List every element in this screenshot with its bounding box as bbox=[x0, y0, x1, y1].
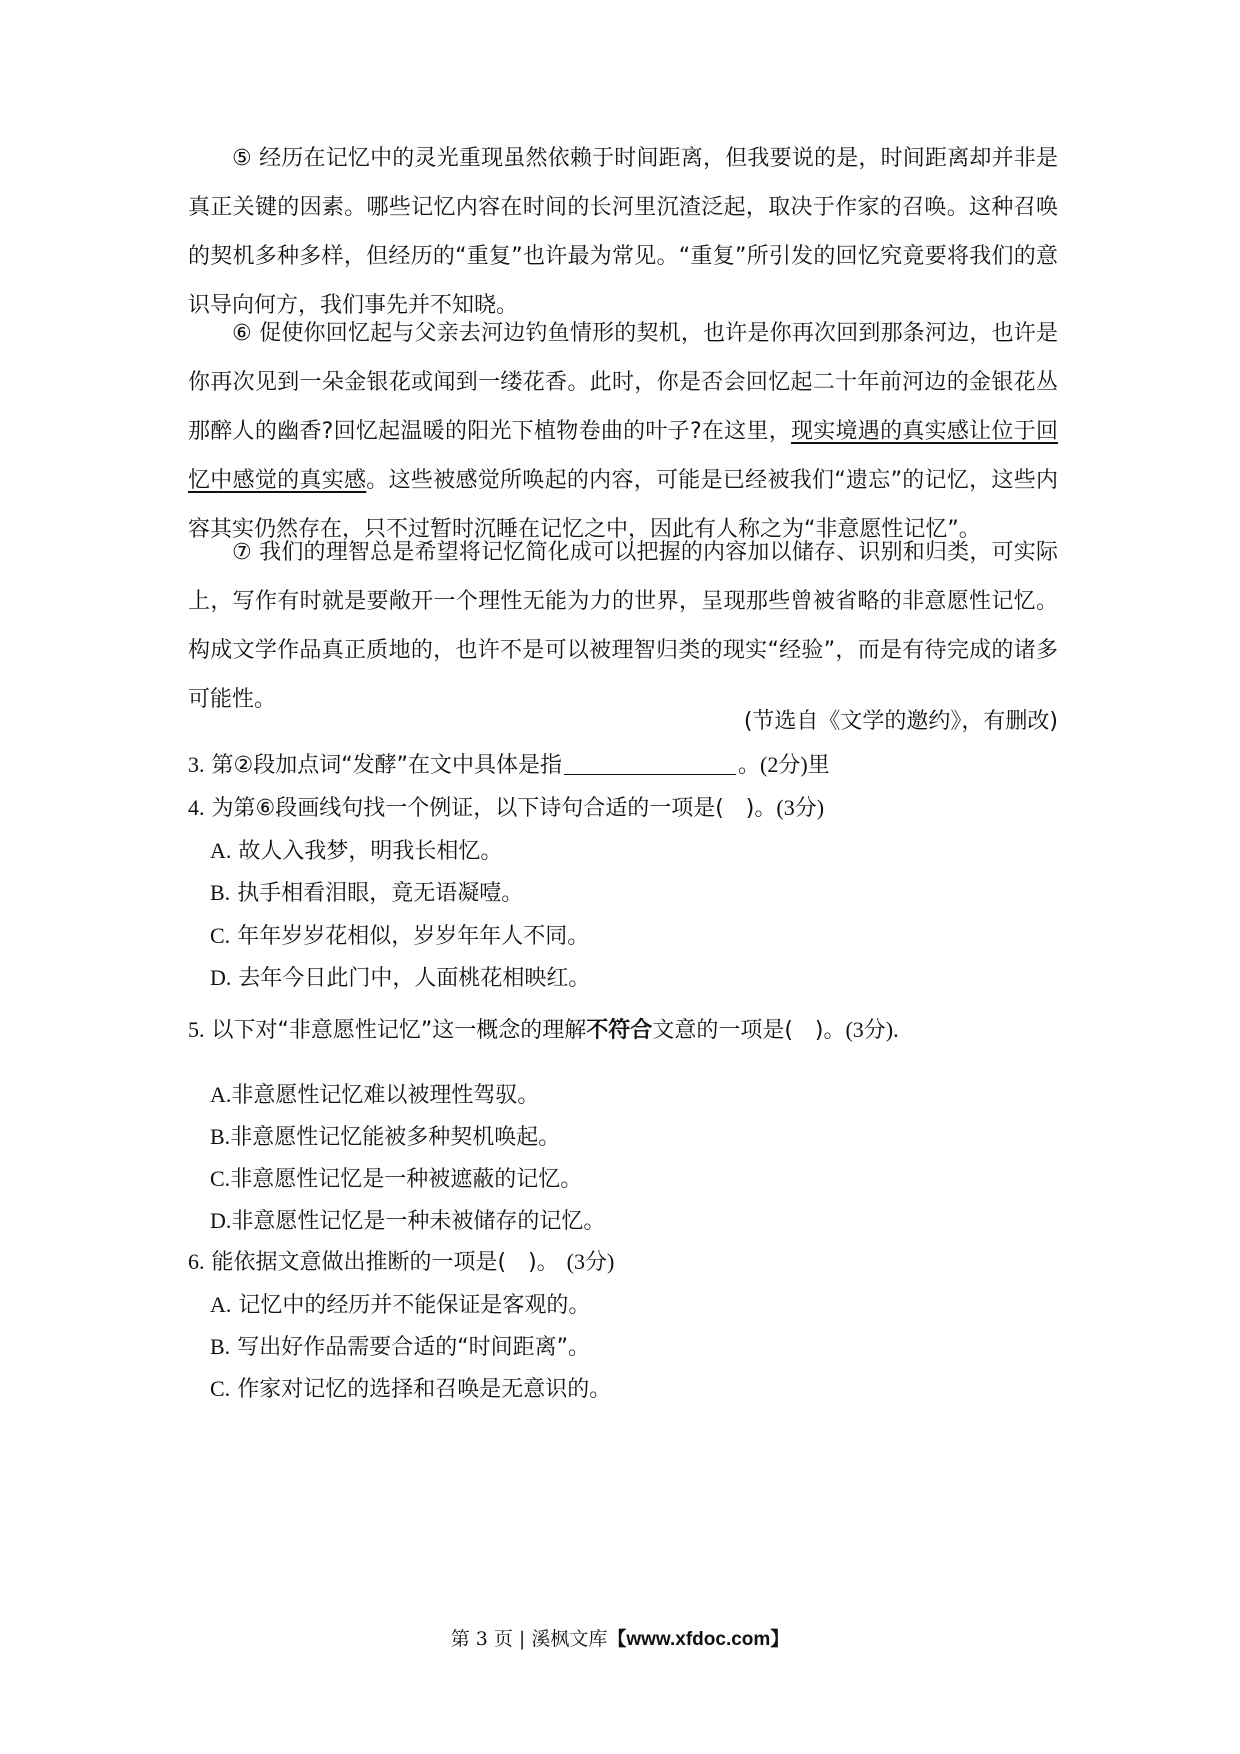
question-number: 4. bbox=[188, 795, 205, 820]
option-4a[interactable] bbox=[210, 831, 502, 872]
option-label: C. bbox=[210, 1376, 231, 1401]
paragraph-5 bbox=[188, 134, 1058, 330]
question-5 bbox=[188, 1010, 899, 1051]
option-6a[interactable] bbox=[210, 1285, 590, 1326]
option-5d[interactable] bbox=[210, 1201, 605, 1242]
paragraph-text: 我们的理智总是希望将记忆简化成可以把握的内容加以储存、识别和归类，可实际上，写作有时就是要敞开一个理性无能为力的世界，呈现那些曾被省略的非意愿性记忆。构成文学作品真正质地的，也许不是可以被理智归类的现实“经验”，而是有待完成的诸多可能性。 bbox=[188, 540, 1058, 712]
option-6b[interactable] bbox=[210, 1327, 590, 1368]
underlined-sentence: 现实境遇的真实感让位于回忆中感觉的真实感 bbox=[188, 419, 1058, 493]
option-text: 执手相看泪眼，竟无语凝噎。 bbox=[237, 881, 524, 906]
footer-separator: | bbox=[518, 1628, 526, 1650]
question-score: (2分) bbox=[760, 752, 808, 777]
option-6c[interactable] bbox=[210, 1369, 611, 1410]
answer-blank[interactable] bbox=[564, 774, 736, 775]
question-4 bbox=[188, 788, 824, 829]
option-label: B. bbox=[210, 1124, 231, 1149]
option-text: 写出好作品需要合适的“时间距离”。 bbox=[237, 1335, 590, 1360]
option-text: 年年岁岁花相似，岁岁年年人不同。 bbox=[237, 924, 590, 949]
option-label: C. bbox=[210, 1166, 231, 1191]
paragraph-text: 促使你回忆起与父亲去河边钓鱼情形的契机，也许是你再次回到那条河边，也许是你再次见到一朵金银花或闻到一缕花香。此时，你是否会回忆起二十年前河边的金银花丛那醉人的幽香?回忆起温暖的阳光下植物卷曲的叶子?在这里， bbox=[188, 321, 1058, 444]
option-label: D. bbox=[210, 965, 232, 990]
question-text-end: 文意的一项是( )。 bbox=[652, 1018, 846, 1043]
emphasis-text: 不符合 bbox=[586, 1018, 653, 1043]
option-4c[interactable] bbox=[210, 916, 589, 957]
question-score: (3分) bbox=[566, 1249, 615, 1274]
option-5a[interactable] bbox=[210, 1075, 539, 1116]
page-footer bbox=[0, 1624, 1240, 1655]
website-link[interactable]: 【www.xfdoc.com】 bbox=[607, 1629, 790, 1650]
paragraph-text: 经历在记忆中的灵光重现虽然依赖于时间距离，但我要说的是，时间距离却并非是真正关键的因素。哪些记忆内容在时间的长河里沉渣泛起，取决于作家的召唤。这种召唤的契机多种多样，但经历的“重复”也许最为常见。“重复”所引发的回忆究竟要将我们的意识导向何方，我们事先并不知晓。 bbox=[188, 146, 1058, 318]
paragraph-text-continued: 。这些被感觉所唤起的内容，可能是已经被我们“遗忘”的记忆，这些内容其实仍然存在，只不过暂时沉睡在记忆之中，因此有人称之为“非意愿性记忆”。 bbox=[188, 468, 1058, 542]
question-3 bbox=[188, 745, 830, 786]
paragraph-6 bbox=[188, 309, 1058, 554]
question-number: 3. bbox=[188, 752, 205, 777]
option-label: D. bbox=[210, 1208, 232, 1233]
option-label: B. bbox=[210, 1334, 231, 1359]
option-text: 非意愿性记忆是一种被遮蔽的记忆。 bbox=[230, 1167, 583, 1192]
option-text: 去年今日此门中，人面桃花相映红。 bbox=[238, 966, 591, 991]
question-text-end: 。 bbox=[738, 753, 761, 778]
question-score: (3分). bbox=[845, 1017, 899, 1042]
option-4d[interactable] bbox=[210, 958, 590, 999]
option-label: C. bbox=[210, 923, 231, 948]
page-number: 第 3 页 bbox=[450, 1628, 513, 1650]
question-number: 6. bbox=[188, 1249, 205, 1274]
question-text: 以下对“非意愿性记忆”这一概念的理解 bbox=[211, 1018, 587, 1043]
option-text: 非意愿性记忆是一种未被储存的记忆。 bbox=[231, 1209, 606, 1234]
library-name: 溪枫文库 bbox=[531, 1628, 608, 1650]
paragraph-marker: ⑦ bbox=[232, 540, 252, 565]
question-text: 第②段加点词“发酵”在文中具体是指 bbox=[211, 753, 563, 778]
question-text: 为第⑥段画线句找一个例证，以下诗句合适的一项是( )。 bbox=[211, 796, 777, 821]
option-label: B. bbox=[210, 880, 231, 905]
option-text: 记忆中的经历并不能保证是客观的。 bbox=[238, 1293, 591, 1318]
option-text: 非意愿性记忆难以被理性驾驭。 bbox=[231, 1083, 540, 1108]
option-label: A. bbox=[210, 1082, 232, 1107]
option-4b[interactable] bbox=[210, 873, 523, 914]
option-label: A. bbox=[210, 1292, 232, 1317]
source-citation: (节选自《文学的邀约》，有删改) bbox=[743, 709, 1058, 734]
question-text: 能依据文意做出推断的一项是( )。 bbox=[211, 1250, 559, 1275]
option-5b[interactable] bbox=[210, 1117, 560, 1158]
paragraph-marker: ⑥ bbox=[232, 321, 252, 346]
paragraph-7 bbox=[188, 528, 1058, 724]
option-text: 非意愿性记忆能被多种契机唤起。 bbox=[230, 1125, 561, 1150]
question-trailing: 里 bbox=[807, 753, 830, 778]
question-score: (3分) bbox=[776, 795, 825, 820]
option-label: A. bbox=[210, 838, 232, 863]
question-number: 5. bbox=[188, 1017, 205, 1042]
option-text: 故人入我梦，明我长相忆。 bbox=[238, 839, 503, 864]
paragraph-marker: ⑤ bbox=[232, 146, 252, 171]
option-text: 作家对记忆的选择和召唤是无意识的。 bbox=[237, 1377, 612, 1402]
option-5c[interactable] bbox=[210, 1159, 582, 1200]
question-6 bbox=[188, 1242, 614, 1283]
